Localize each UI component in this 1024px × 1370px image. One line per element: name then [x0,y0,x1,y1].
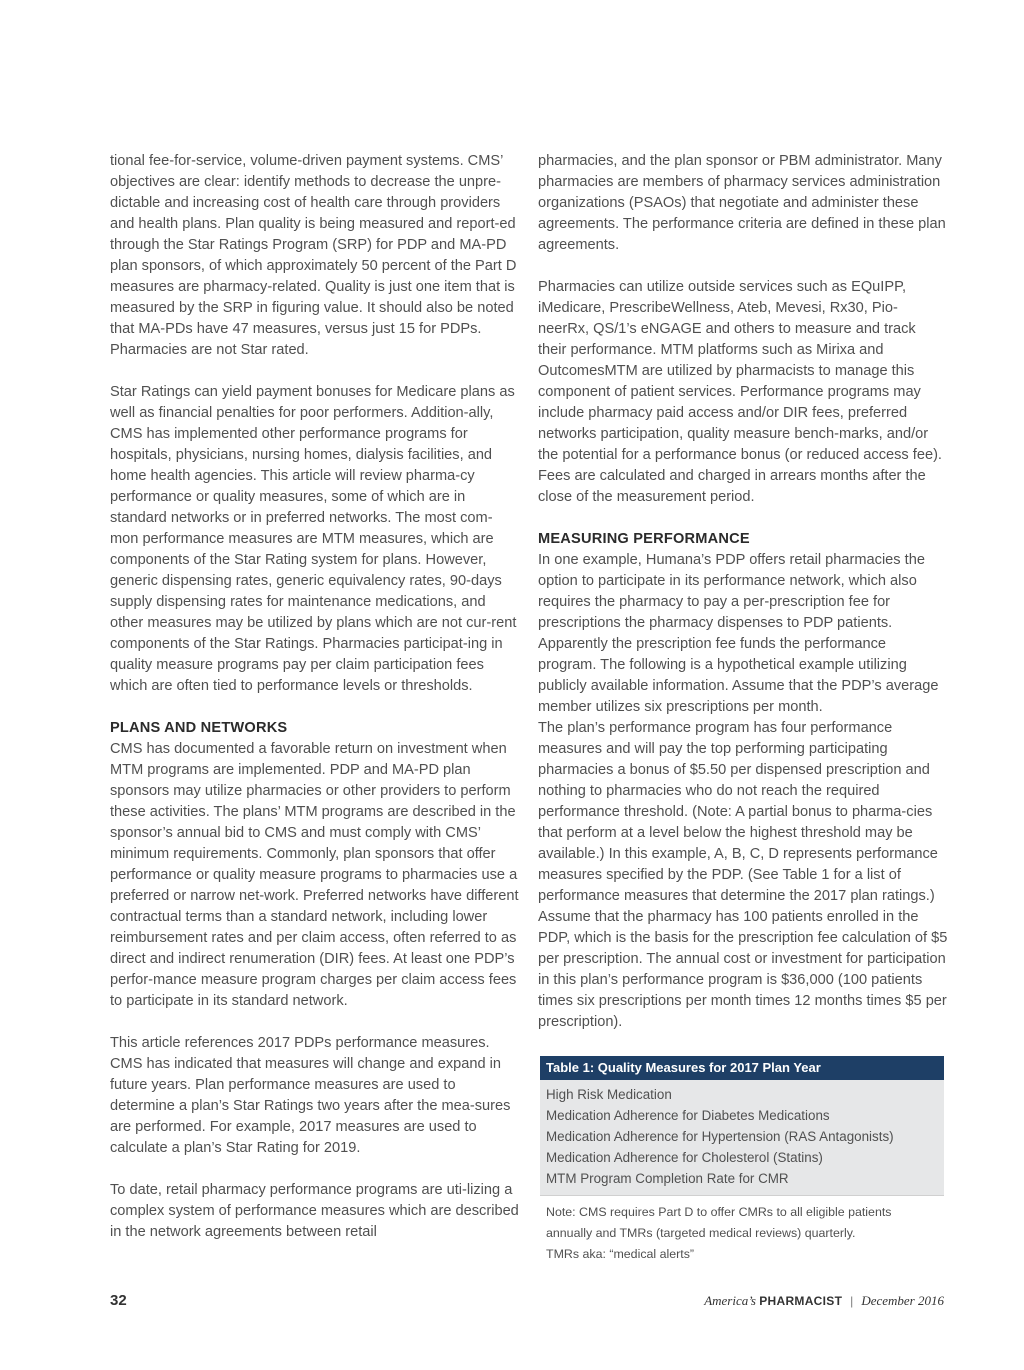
table-row: Medication Adherence for Hypertension (RAS Antagonists) [546,1129,894,1144]
table-row: Medication Adherence for Cholesterol (Statins) [546,1150,823,1165]
table-note-line: annually and TMRs (targeted medical reviews) quarterly. [546,1226,856,1240]
left-column [110,151,520,1243]
left-paragraph-4: This article references 2017 PDPs performance measures. CMS has indicated that measures will change and expand in future years. Plan performance measures are used to determine a plan’s Star Ratings two years after the mea-sures are performed. For example, 2017 measures are used to calculate a plan’s Star Rating for 2019. [110,1035,511,1156]
table-title: Table 1: Quality Measures for 2017 Plan Year [540,1056,944,1080]
right-paragraph-3: In one example, Humana’s PDP offers retail pharmacies the option to participate in its performance network, which also requires the pharmacy to pay a per-prescription fee for prescriptions the pharmacy dispenses to PDP patients. Apparently the prescription fee funds the performance program. The following is a hypothetical example utilizing publicly available information. Assume that the PDP’s average member utilizes six prescriptions per month. [538,552,939,715]
table-note-line: TMRs aka: “medical alerts” [546,1247,695,1261]
left-paragraph-3: CMS has documented a favorable return on investment when MTM programs are implemented. PDP and MA-PD plan sponsors may utilize pharmacies or other providers to perform these activities. The plans’ MTM programs are described in the sponsor’s annual bid to CMS and must comply with CMS’ minimum requirements. Commonly, plan sponsors that offer performance or quality measure programs to pharmacies use a preferred or narrow net-work. Preferred networks have different contractual terms than a standard network, including lower reimbursement rates and per claim access, often referred to as direct and indirect renumeration (DIR) fees. At least one PDP’s perfor-mance measure program charges per claim access fees to participate in its standard network. [110,741,519,1009]
table-note-line: Note: CMS requires Part D to offer CMRs to all eligible patients [546,1205,892,1219]
section-heading-measuring-performance: MEASURING PERFORMANCE [538,531,750,547]
table-row: MTM Program Completion Rate for CMR [546,1171,789,1186]
right-paragraph-1: pharmacies, and the plan sponsor or PBM administrator. Many pharmacies are members of pharmacy services administration organizations (PSAOs) that negotiate and administer these agreements. The performance criteria are defined in these plan agreements. [538,153,946,253]
publication-footer [704,1293,944,1309]
publication-prefix: America’s [704,1293,756,1308]
left-paragraph-2: Star Ratings can yield payment bonuses for Medicare plans as well as financial penalties for poor performers. Addition-ally, CMS has implemented other performance programs for hospitals, physicians, nursing homes, dialysis facilities, and home health agencies. This article will review pharma-cy performance or quality measures, some of which are in standard networks or in preferred networks. The most com-mon performance measures are MTM measures, which are components of the Star Rating system for plans. However, generic dispensing rates, generic equivalency rates, 90-days supply dispensing rates for maintenance medications, and other measures may be utilized by plans which are not cur-rent components of the Star Ratings. Pharmacies participat-ing in quality measure programs pay per claim participation fees which are often tied to performance levels or thresholds. [110,384,517,694]
section-heading-plans-networks: PLANS AND NETWORKS [110,720,288,736]
right-paragraph-2: Pharmacies can utilize outside services such as EQuIPP, iMedicare, PrescribeWellness, Ateb, Mevesi, Rx30, Pio-neerRx, QS/1’s eNGAGE and others to measure and track their performance. MTM platforms such as Mirixa and OutcomesMTM are utilized by pharmacists to manage this component of patient services. Performance programs may include pharmacy paid access and/or DIR fees, preferred networks participation, quality measure bench-marks, and/or the potential for a performance bonus (or reduced access fee). Fees are calculated and charged in arrears months after the close of the measurement period. [538,279,942,505]
right-column [538,151,948,1033]
left-paragraph-5: To date, retail pharmacy performance programs are uti-lizing a complex system of performance measures which are described in the network agreements between retail [110,1182,519,1240]
table-body [540,1080,944,1196]
publication-brand: PHARMACIST [759,1294,843,1308]
page-number: 32 [110,1292,127,1309]
right-paragraph-4: The plan’s performance program has four performance measures and will pay the top performing participating pharmacies a bonus of $5.50 per dispensed prescription and nothing to pharmacies who do not reach the required performance threshold. (Note: A partial bonus to pharma-cies that perform at a level below the highest threshold may be available.) In this example, A, B, C, D represents performance measures specified by the PDP. (See Table 1 for a list of performance measures that determine the 2017 plan ratings.) Assume that the pharmacy has 100 patients enrolled in the PDP, which is the basis for the prescription fee calculation of $5 per prescription. The annual cost or investment for participation in this plan’s performance program is $36,000 (100 patients times six prescriptions per month times 12 months times $5 per prescription). [538,720,948,1030]
table-row: Medication Adherence for Diabetes Medications [546,1108,830,1123]
table-row: High Risk Medication [546,1087,672,1102]
left-paragraph-1: tional fee-for-service, volume-driven payment systems. CMS’ objectives are clear: identify methods to decrease the unpre-dictable and increasing cost of health care through providers and health plans. Plan quality is being measured and report-ed through the Star Ratings Program (SRP) for PDP and MA-PD plan sponsors, of which approximately 50 percent of the Part D measures are pharmacy-related. Quality is just one item that is measured by the SRP in figuring value. It should also be noted that MA-PDs have 47 measures, versus just 15 for PDPs. Pharmacies are not Star rated. [110,153,517,358]
quality-measures-table [540,1056,944,1265]
table-note [540,1202,944,1265]
issue-date: December 2016 [861,1293,944,1308]
footer-separator: | [850,1293,854,1308]
